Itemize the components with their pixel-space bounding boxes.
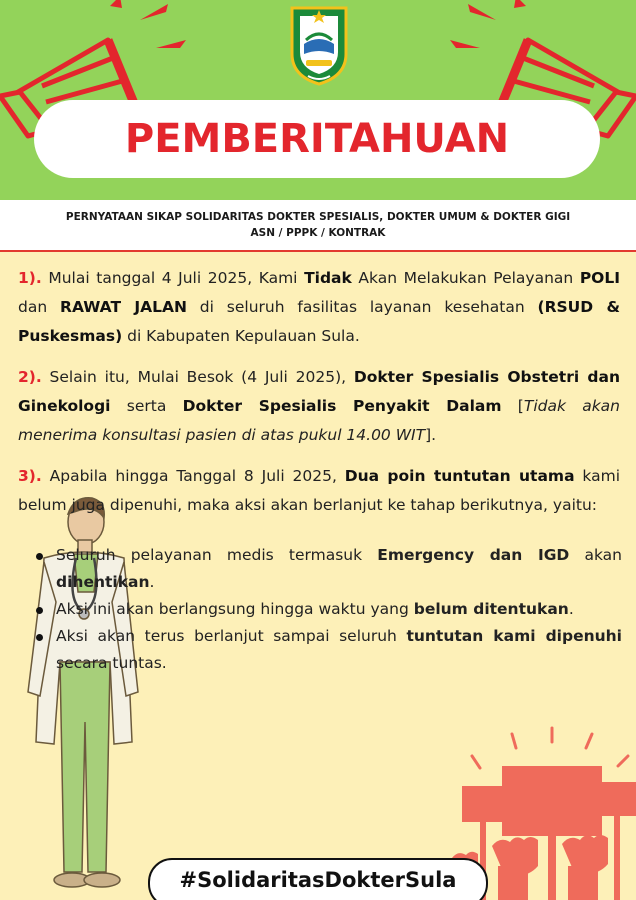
text-segment: secara tuntas. xyxy=(56,654,167,672)
point-1 xyxy=(18,264,620,351)
point-2 xyxy=(18,363,620,450)
text-segment: Akan Melakukan Pelayanan xyxy=(351,269,580,287)
point-number: 2). xyxy=(18,368,42,386)
text-segment: di Kabupaten Kepulauan Sula. xyxy=(122,327,360,345)
text-segment: Selain itu, Mulai Besok (4 Juli 2025), xyxy=(41,368,354,386)
bold-text: RAWAT JALAN xyxy=(60,298,187,316)
point-number: 3). xyxy=(18,467,42,485)
text-segment: Seluruh pelayanan medis termasuk xyxy=(56,546,378,564)
text-segment: Aksi akan terus berlanjut sampai seluruh xyxy=(56,627,407,645)
header-banner xyxy=(0,0,636,200)
bullet-dot-icon xyxy=(36,607,43,614)
list-item xyxy=(32,542,622,596)
point-number: 1). xyxy=(18,269,42,287)
bullet-dot-icon xyxy=(36,634,43,641)
announcement-body xyxy=(18,264,623,677)
subheader-line-2: ASN / PPPK / KONTRAK xyxy=(250,227,386,239)
text-segment: kami belum juga dipenuhi, maka aksi akan berlanjut ke tahap berikutnya, yaitu: xyxy=(18,467,620,514)
bold-text: Dokter Spesialis Penyakit Dalam xyxy=(182,397,502,415)
text-segment: Apabila hingga Tanggal 8 Juli 2025, xyxy=(41,467,345,485)
bold-text: POLI xyxy=(579,269,620,287)
bullet-dot-icon xyxy=(36,553,43,560)
bold-text: Dua poin tuntutan utama xyxy=(344,467,575,485)
bold-text: belum ditentukan xyxy=(413,600,569,618)
text-segment: . xyxy=(568,600,574,618)
point-3 xyxy=(18,462,620,520)
bold-text: tuntutan kami dipenuhi xyxy=(406,627,622,645)
text-segment: di seluruh fasilitas layanan kesehatan xyxy=(186,298,538,316)
bold-text: Tidak xyxy=(304,269,352,287)
bold-text: dihentikan xyxy=(56,573,150,591)
statement-subheader xyxy=(0,200,636,252)
kepulauan-sula-emblem xyxy=(286,4,352,86)
text-segment: serta xyxy=(110,397,183,415)
text-segment: [ xyxy=(501,397,524,415)
escalation-list xyxy=(32,542,622,677)
hashtag-badge xyxy=(148,858,488,900)
bold-text: Emergency dan IGD xyxy=(377,546,570,564)
list-item xyxy=(32,623,622,677)
text-segment: ]. xyxy=(425,426,437,444)
hashtag-text: #SolidaritasDokterSula xyxy=(179,868,457,892)
text-segment: Mulai tanggal 4 Juli 2025, Kami xyxy=(41,269,305,287)
text-segment: . xyxy=(149,573,155,591)
list-item xyxy=(32,596,622,623)
italic-text: Tidak akan menerima konsultasi pasien di atas pukul 14.00 WIT xyxy=(18,397,621,444)
bold-text: (RSUD & Puskesmas) xyxy=(18,298,620,345)
page-title: PEMBERITAHUAN xyxy=(124,116,510,162)
text-segment: akan xyxy=(569,546,623,564)
bold-text: Dokter Spesialis Obstetri dan Ginekologi xyxy=(18,368,620,415)
text-segment: dan xyxy=(18,298,61,316)
title-banner xyxy=(34,100,600,178)
text-segment: Aksi ini akan berlangsung hingga waktu yang xyxy=(56,600,414,618)
subheader-line-1: PERNYATAAN SIKAP SOLIDARITAS DOKTER SPESIALIS, DOKTER UMUM & DOKTER GIGI xyxy=(65,211,571,223)
